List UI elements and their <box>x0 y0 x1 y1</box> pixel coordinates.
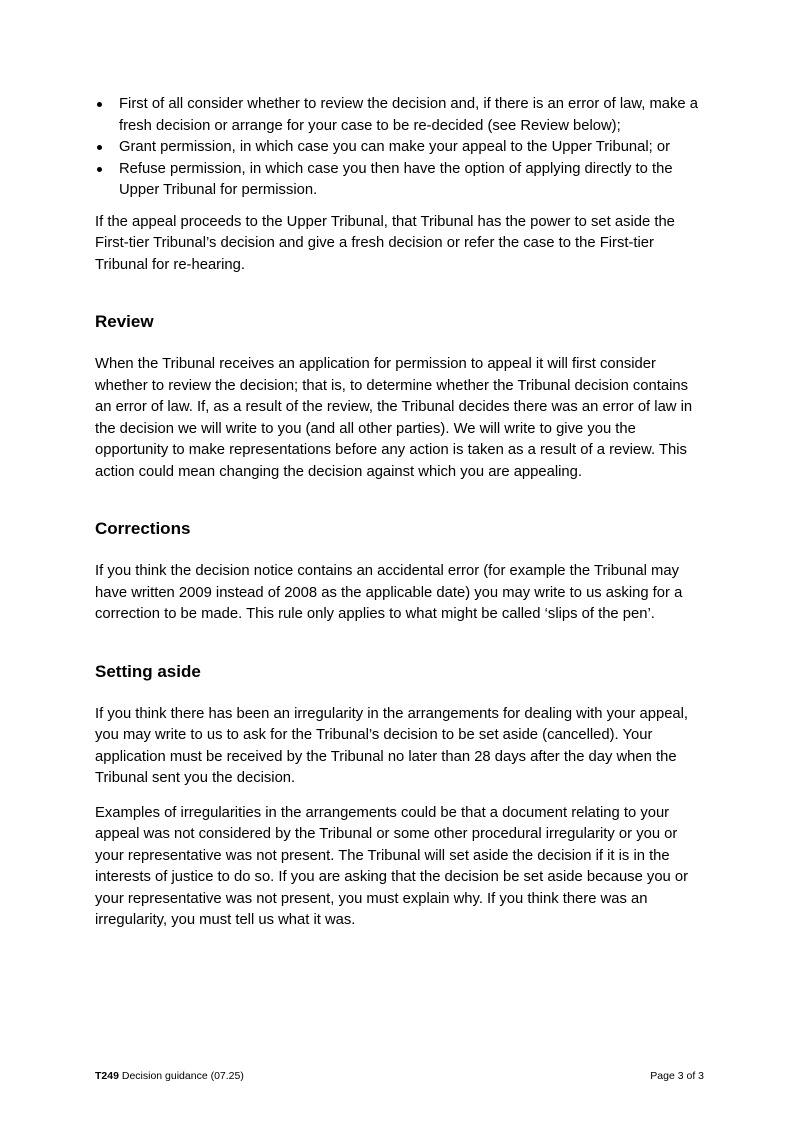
footer-page-number: Page 3 of 3 <box>650 1070 704 1082</box>
review-paragraph: When the Tribunal receives an application for permission to appeal it will first consider whether to review the decision; that is, to determine whether the Tribunal decision contains an error of law. If, as a result of the review, the Tribunal decides there was an error of law in the decision we will write to you (and all other parties). We will write to give you the opportunity to make representations before any action is taken as a result of a review. This action could mean changing the decision against which you are appealing. <box>95 356 693 480</box>
setting-aside-paragraph-1: If you think there has been an irregularity in the arrangements for dealing with your appeal, you may write to us to ask for the Tribunal’s decision to be set aside (cancelled). Your application must be received by the Tribunal no later than 28 days after the day when the Tribunal sent you the decision. <box>95 705 689 786</box>
bullet-icon <box>95 137 119 159</box>
section-heading-review: Review <box>95 312 154 331</box>
bullet-item-text: First of all consider whether to review the decision and, if there is an error of law, make a fresh decision or arrange for your case to be re-decided (see Review below); <box>119 96 698 134</box>
setting-aside-paragraph-2: Examples of irregularities in the arrangements could be that a document relating to your appeal was not considered by the Tribunal or some other procedural irregularity or you or your representative was not present. The Tribunal will set aside the decision if it is in the interests of justice to do so. If you are asking that the decision be set aside because you or your representative was not present, you must explain why. If you think there was an irregularity, you must tell us what it was. <box>95 804 689 928</box>
list-item <box>95 94 706 137</box>
list-item <box>95 159 706 202</box>
section-heading-corrections: Corrections <box>95 519 191 538</box>
footer-doc-title: Decision guidance (07.25) <box>121 1070 244 1082</box>
intro-bullet-list <box>95 94 706 202</box>
corrections-paragraph: If you think the decision notice contains an accidental error (for example the Tribunal may have written 2009 instead of 2008 as the applicable date) you may write to us asking for a correction to be made. This rule only applies to what might be called ‘slips of the pen’. <box>95 563 683 622</box>
page-footer <box>95 1069 704 1083</box>
bullet-item-text: Grant permission, in which case you can make your appeal to the Upper Tribunal; or <box>119 139 671 155</box>
footer-doc-code: T249 <box>95 1070 119 1082</box>
bullet-item-text: Refuse permission, in which case you then have the option of applying directly to the Upper Tribunal for permission. <box>119 160 673 198</box>
footer-doc-ref <box>95 1069 244 1083</box>
intro-paragraph: If the appeal proceeds to the Upper Tribunal, that Tribunal has the power to set aside the First-tier Tribunal’s decision and give a fresh decision or refer the case to the First-tier Tribunal for re-hearing. <box>95 213 675 273</box>
bullet-icon <box>95 159 119 181</box>
list-item <box>95 137 706 159</box>
section-heading-setting-aside: Setting aside <box>95 661 201 681</box>
bullet-icon <box>95 94 119 116</box>
